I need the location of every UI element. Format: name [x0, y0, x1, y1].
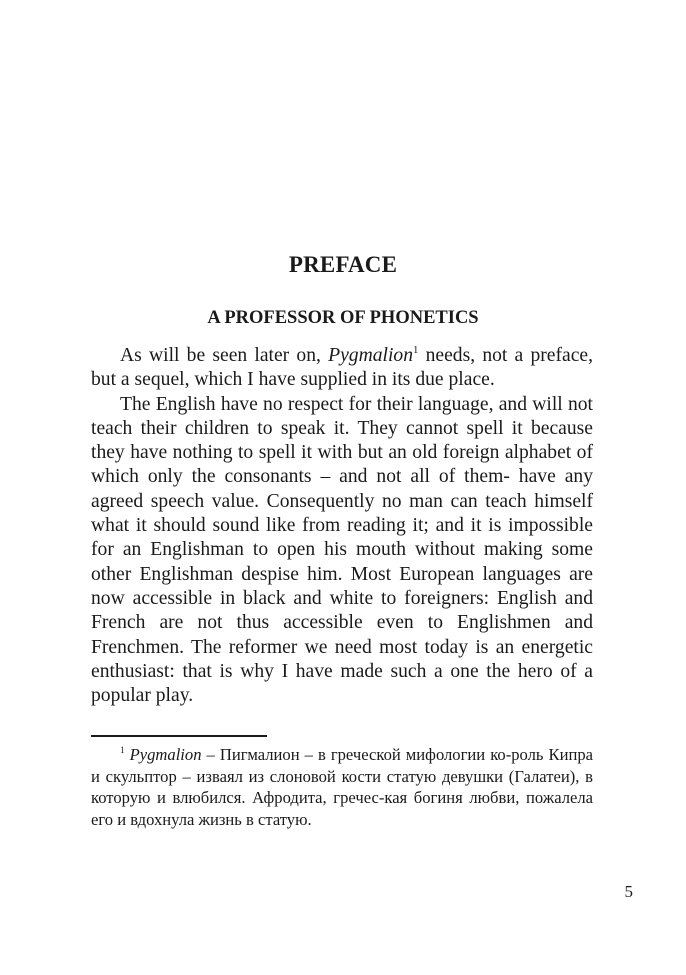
- pygmalion-title: Pygmalion: [328, 345, 413, 366]
- paragraph-2: The English have no respect for their language, and will not teach their children to speak it. They cannot spell it because they have nothing to spell it with but an old foreign alphabet of which only the consonants – and not all of them- have any agreed speech value. Consequently no man can teach himself what it should sound like from reading it; and it is impossible for an Englishman to open his mouth without making some other Englishman despise him. Most European languages are now accessible in black and white to foreigners: English and French are not thus accessible even to Englishmen and Frenchmen. The reformer we need most today is an energetic enthusiast: that is why I have made such a one the hero of a popular play.: [91, 393, 593, 707]
- footnote-divider: [91, 735, 267, 737]
- paragraph-1-rest: needs, not a preface, but a sequel, which I have supplied in its due place.: [91, 345, 593, 391]
- footnote-ref[interactable]: 1: [413, 343, 419, 356]
- footnote-term: Pygmalion: [129, 745, 202, 764]
- footnote: [91, 744, 593, 831]
- footnote-marker: 1: [120, 745, 125, 756]
- paragraph-1-lead: As will be seen later on,: [120, 345, 329, 366]
- page-number: 5: [624, 882, 633, 901]
- page-title: PREFACE: [288, 252, 398, 277]
- paragraph-1: [91, 344, 593, 393]
- body-text: [91, 344, 593, 708]
- section-subtitle: A PROFESSOR OF PHONETICS: [207, 308, 479, 328]
- footnote-text: – Пигмалион – в греческой мифологии ко-роль Кипра и скульптор – изваял из слоновой кости статую девушки (Галатеи), в которую и влюбился. Афродита, гречес-кая богиня любви, пожалела его и вдохнула жизнь в статую.: [91, 745, 593, 830]
